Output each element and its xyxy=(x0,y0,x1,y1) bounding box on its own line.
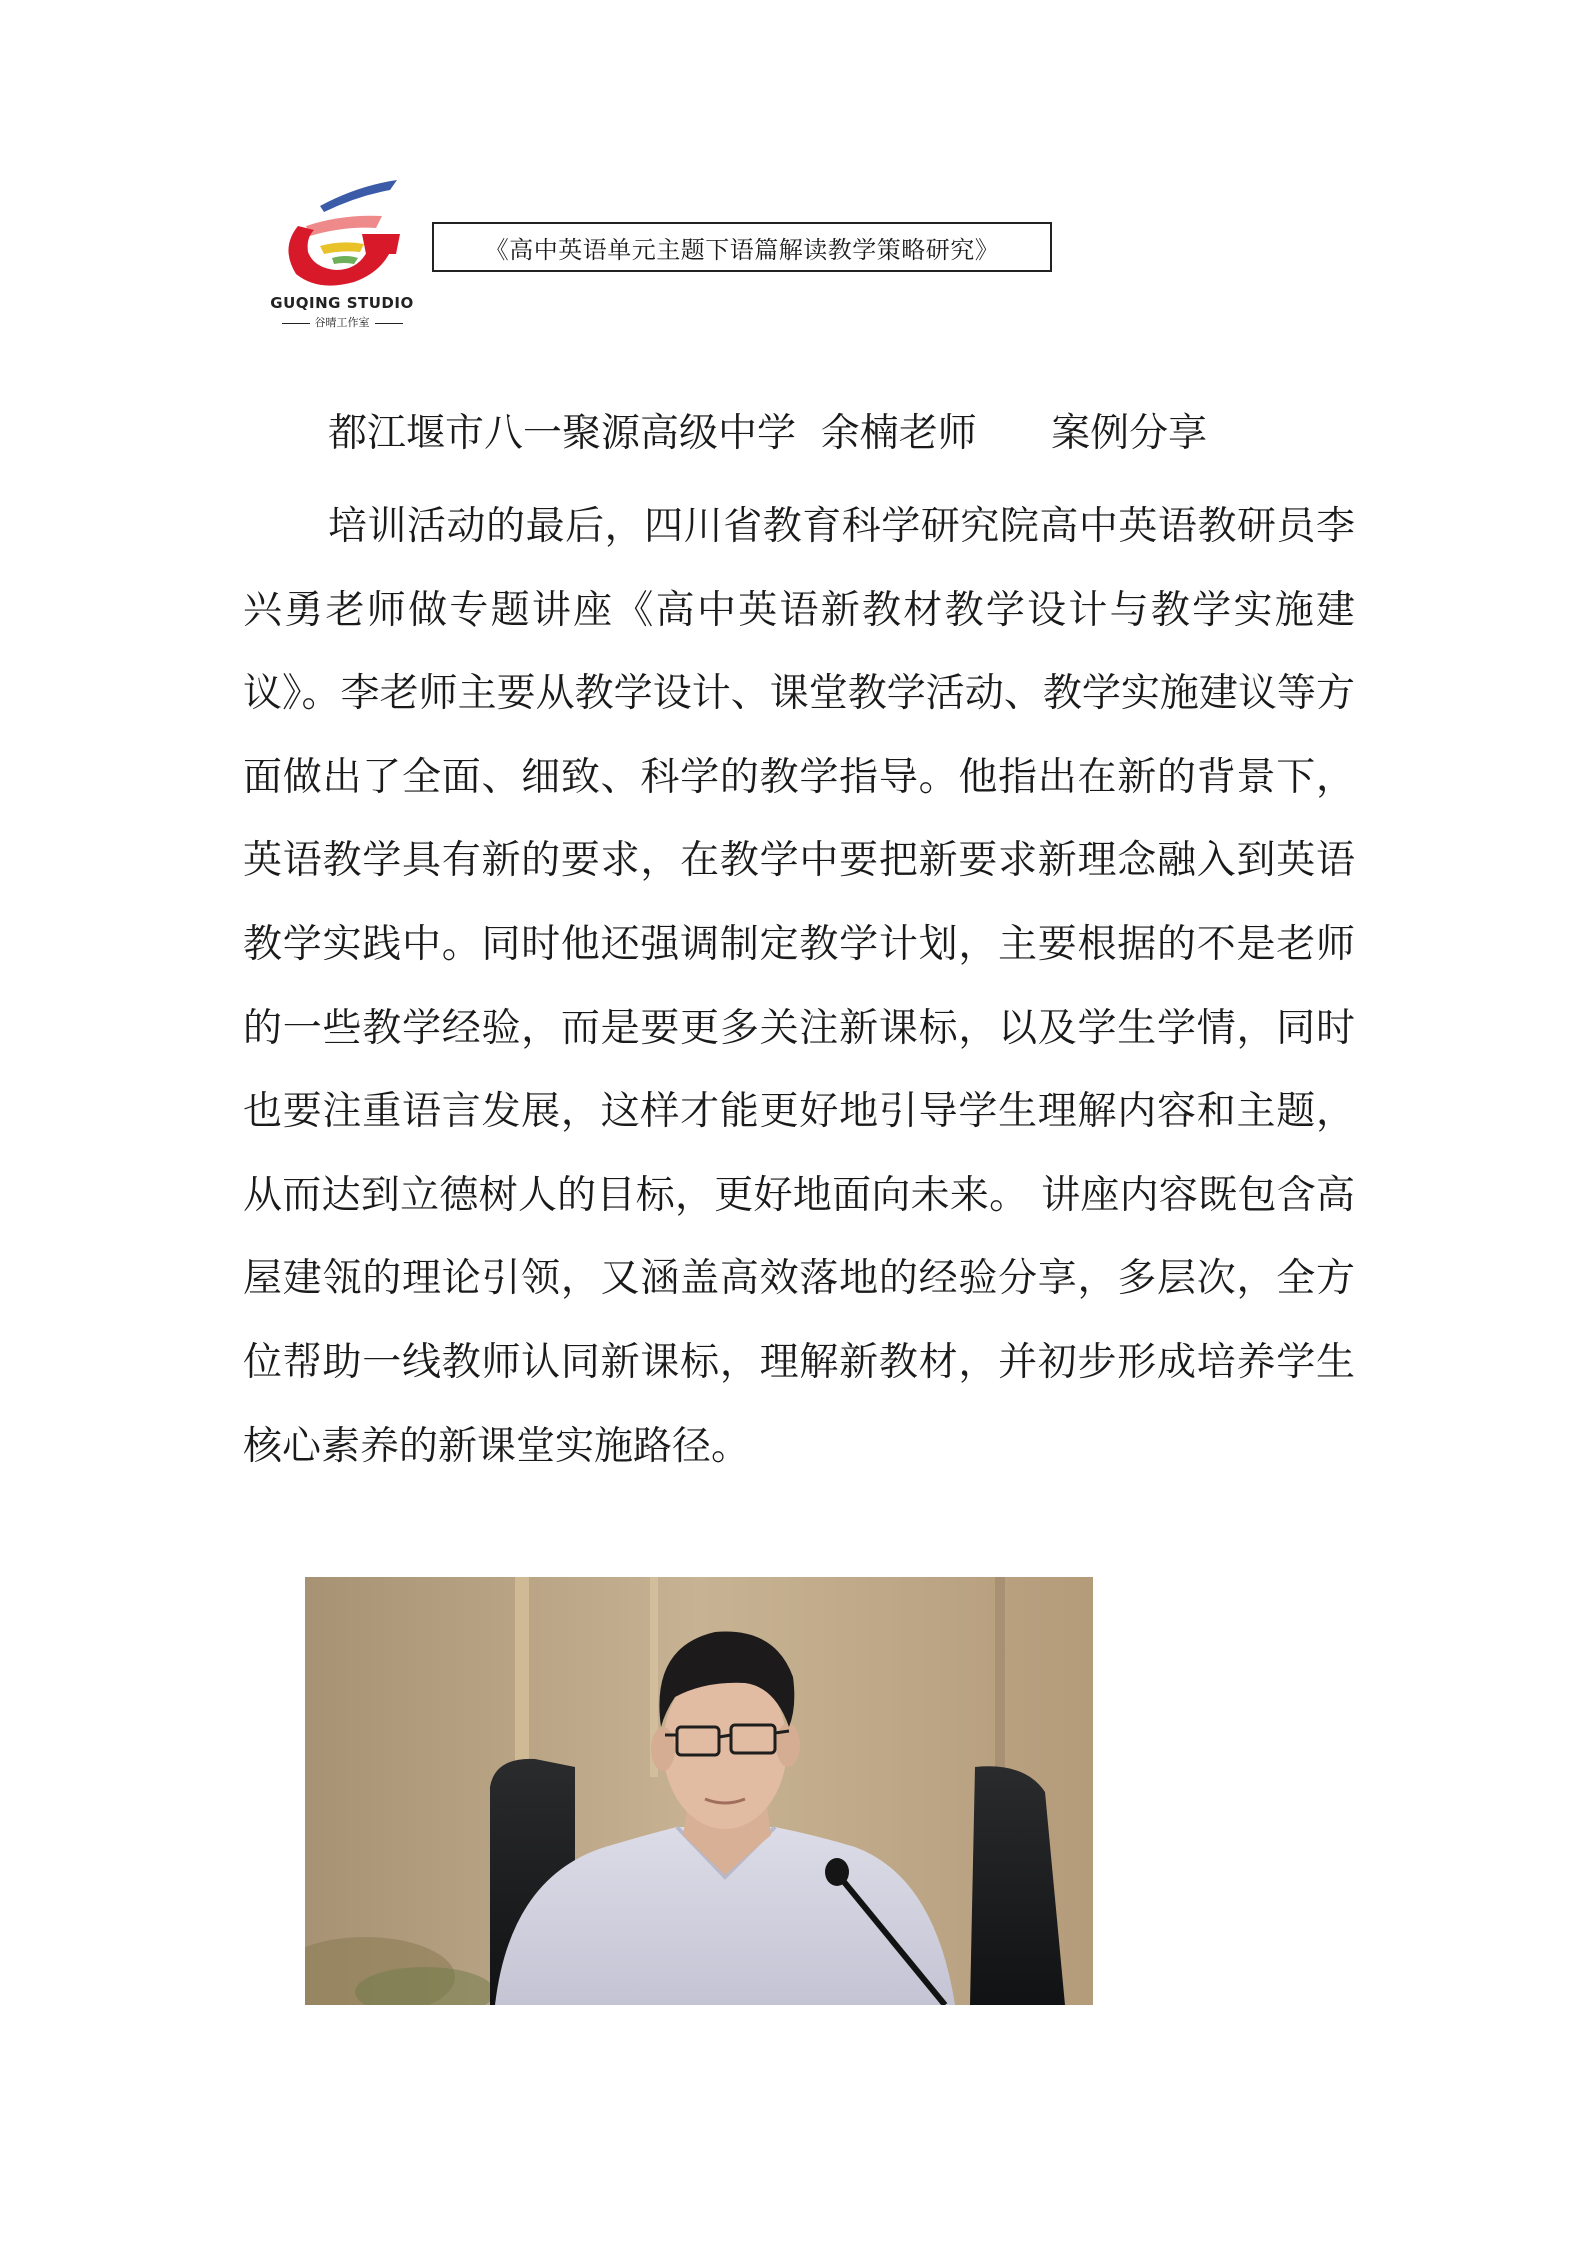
article-byline: 都江堰市八一聚源高级中学 余楠老师 案例分享 xyxy=(328,411,1208,456)
speaker-photo xyxy=(305,1577,1093,2005)
header-title-box xyxy=(432,222,1052,272)
logo-brand: GUQING STUDIO xyxy=(270,294,414,312)
logo-mark-icon xyxy=(262,178,422,294)
speaker-photo-icon xyxy=(305,1577,1093,2005)
logo-subtitle: 谷晴工作室 xyxy=(262,314,422,330)
header-title: 《高中英语单元主题下语篇解读教学策略研究》 xyxy=(484,235,1000,264)
studio-logo xyxy=(262,178,422,328)
article-paragraph: 培训活动的最后，四川省教育科学研究院高中英语教研员李兴勇老师做专题讲座《高中英语新教材教学设计与教学实施建议》。李老师主要从教学设计、课堂教学活动、教学实施建议等方面做出了全面、细致、科学的教学指导。他指出在新的背景下，英语教学具有新的要求，在教学中要把新要求新理念融入到英语教学实践中。同时他还强调制定教学计划，主要根据的不是老师的一些教学经验，而是要更多关注新课标，以及学生学情，同时也要注重语言发展，这样才能更好地引导学生理解内容和主题，从而达到立德树人的目标，更好地面向未来。 讲座内容既包含高屋建瓴的理论引领，又涵盖高效落地的经验分享，多层次，全方位帮助一线教师认同新课标，理解新教材，并初步形成培养学生核心素养的新课堂实施路径。 xyxy=(243,504,1355,1469)
